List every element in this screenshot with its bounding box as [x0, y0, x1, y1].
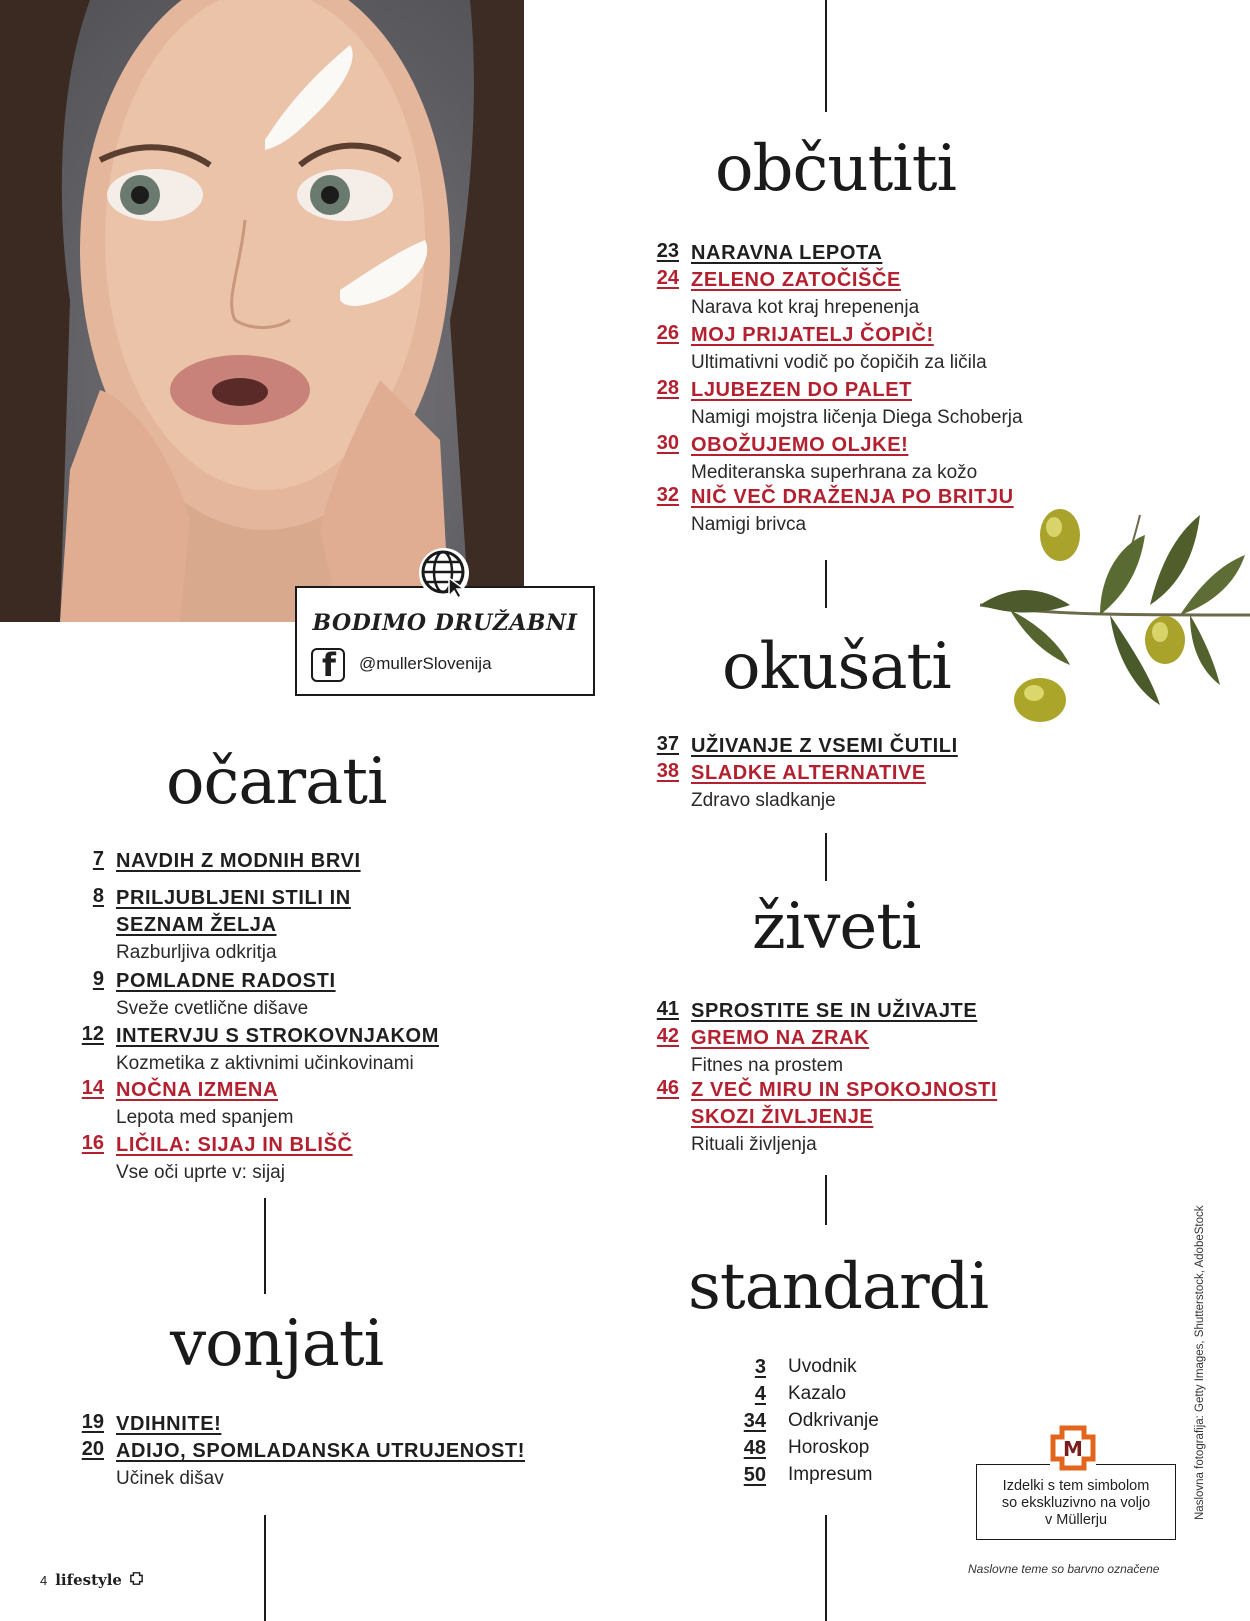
social-box	[295, 586, 595, 696]
toc-entry[interactable]	[639, 267, 919, 321]
standard-entry[interactable]	[722, 1356, 857, 1379]
muller-note-line3: v Müllerju	[1044, 1512, 1108, 1528]
standard-entry[interactable]	[722, 1410, 879, 1433]
section-heading-standardi: standardi	[688, 1250, 989, 1324]
standard-entry[interactable]	[722, 1383, 846, 1406]
toc-entry[interactable]	[64, 1023, 439, 1077]
toc-title[interactable]: POMLADNE RADOSTI	[116, 970, 336, 992]
section-heading-ziveti: živeti	[752, 890, 921, 964]
muller-logo-icon	[1050, 1425, 1096, 1471]
standard-page-number[interactable]: 4	[754, 1383, 766, 1405]
toc-entry[interactable]	[64, 1132, 353, 1186]
toc-subtitle: Kozmetika z aktivnimi učinkovinami	[116, 1053, 414, 1074]
toc-page-number[interactable]: 26	[656, 322, 679, 344]
section-heading-vonjati: vonjati	[170, 1307, 384, 1381]
toc-title[interactable]: ADIJO, SPOMLADANSKA UTRUJENOST!	[116, 1440, 525, 1462]
toc-title[interactable]: NAVDIH Z MODNIH BRVI	[116, 850, 361, 872]
toc-title[interactable]: VDIHNITE!	[116, 1413, 222, 1435]
toc-page-number[interactable]: 23	[656, 240, 679, 262]
social-title: BODIMO DRUŽABNI	[312, 610, 578, 636]
toc-subtitle: Ultimativni vodič po čopičih za ličila	[691, 352, 987, 373]
social-handle[interactable]: @mullerSlovenija	[359, 654, 492, 673]
toc-page-number[interactable]: 32	[656, 484, 679, 506]
toc-title[interactable]: ZELENO ZATOČIŠČE	[691, 269, 901, 291]
standard-entry[interactable]	[722, 1437, 869, 1460]
toc-page-number[interactable]: 24	[656, 267, 679, 289]
toc-title[interactable]: Z VEČ MIRU IN SPOKOJNOSTI	[691, 1079, 998, 1101]
cover-photo	[0, 0, 524, 622]
toc-title[interactable]: INTERVJU S STROKOVNJAKOM	[116, 1025, 439, 1047]
toc-page-number[interactable]: 41	[656, 998, 679, 1020]
toc-entry[interactable]	[64, 1411, 221, 1438]
toc-entry[interactable]	[639, 998, 977, 1025]
divider-line	[264, 1515, 266, 1621]
toc-title[interactable]: PRILJUBLJENI STILI IN	[116, 887, 351, 909]
toc-entry[interactable]	[64, 848, 361, 875]
toc-title[interactable]: LIČILA: SIJAJ IN BLIŠČ	[116, 1134, 353, 1156]
toc-subtitle: Razburljiva odkritja	[116, 942, 277, 963]
standard-title[interactable]: Horoskop	[788, 1437, 870, 1458]
standard-page-number[interactable]: 48	[743, 1437, 766, 1459]
muller-small-icon	[130, 1572, 143, 1588]
section-heading-obcutiti: občutiti	[715, 132, 956, 206]
globe-cursor-icon	[419, 548, 469, 598]
toc-title[interactable]: NIČ VEČ DRAŽENJA PO BRITJU	[691, 486, 1014, 508]
toc-subtitle: Sveže cvetlične dišave	[116, 998, 309, 1019]
toc-subtitle: Mediteranska superhrana za kožo	[691, 462, 978, 483]
standard-page-number[interactable]: 3	[754, 1356, 766, 1378]
toc-subtitle: Vse oči uprte v: sijaj	[116, 1162, 285, 1183]
section-heading-okusati: okušati	[722, 630, 951, 704]
standard-page-number[interactable]: 34	[743, 1410, 766, 1432]
toc-page-number[interactable]: 8	[92, 885, 104, 907]
toc-title-line2[interactable]: SEZNAM ŽELJA	[116, 914, 277, 936]
section-heading-ocarati: očarati	[166, 745, 387, 819]
toc-page-number[interactable]: 20	[81, 1438, 104, 1460]
toc-entry[interactable]	[64, 1077, 293, 1131]
toc-subtitle: Učinek dišav	[116, 1468, 224, 1489]
toc-page-number[interactable]: 12	[81, 1023, 104, 1045]
toc-entry[interactable]	[64, 968, 336, 1022]
standard-title[interactable]: Impresum	[788, 1464, 873, 1485]
toc-entry[interactable]	[639, 432, 977, 486]
toc-page-number[interactable]: 42	[656, 1025, 679, 1047]
toc-title-line2[interactable]: SKOZI ŽIVLJENJE	[691, 1106, 874, 1128]
toc-page-number[interactable]: 19	[81, 1411, 104, 1433]
page-footer	[40, 1571, 143, 1589]
standard-title[interactable]: Uvodnik	[788, 1356, 857, 1377]
toc-subtitle: Fitnes na prostem	[691, 1055, 844, 1076]
toc-entry[interactable]	[639, 484, 1014, 538]
toc-title[interactable]: LJUBEZEN DO PALET	[691, 379, 912, 401]
divider-line	[825, 833, 827, 881]
toc-entry[interactable]	[639, 377, 1023, 431]
standard-title[interactable]: Odkrivanje	[788, 1410, 879, 1431]
toc-entry[interactable]	[64, 885, 351, 966]
toc-title[interactable]: MOJ PRIJATELJ ČOPIČ!	[691, 324, 934, 346]
standard-entry[interactable]	[722, 1464, 872, 1487]
toc-title[interactable]: SPROSTITE SE IN UŽIVAJTE	[691, 1000, 978, 1022]
toc-entry[interactable]	[639, 1077, 997, 1158]
facebook-icon[interactable]: f	[311, 648, 345, 682]
toc-subtitle: Narava kot kraj hrepenenja	[691, 297, 920, 318]
toc-title[interactable]: SLADKE ALTERNATIVE	[691, 762, 926, 784]
toc-entry[interactable]	[639, 760, 926, 814]
muller-exclusive-note	[976, 1464, 1176, 1540]
cover-topics-note: Naslovne teme so barvno označene	[968, 1562, 1160, 1576]
toc-title[interactable]: OBOŽUJEMO OLJKE!	[691, 434, 909, 456]
brand-logo: lifestyle	[55, 1571, 122, 1589]
toc-title[interactable]: NARAVNA LEPOTA	[691, 242, 883, 264]
standard-title[interactable]: Kazalo	[788, 1383, 847, 1404]
muller-logo-letter: M	[1063, 1437, 1083, 1461]
toc-entry[interactable]	[64, 1438, 525, 1492]
toc-page-number[interactable]: 7	[92, 848, 104, 870]
toc-page-number[interactable]: 16	[81, 1132, 104, 1154]
toc-entry[interactable]	[639, 1025, 869, 1079]
divider-line	[264, 1198, 266, 1294]
toc-title[interactable]: NOČNA IZMENA	[116, 1079, 279, 1101]
toc-subtitle: Namigi mojstra ličenja Diega Schoberja	[691, 407, 1023, 428]
toc-entry[interactable]	[639, 733, 958, 760]
divider-line	[825, 1175, 827, 1225]
toc-title[interactable]: GREMO NA ZRAK	[691, 1027, 870, 1049]
toc-subtitle: Namigi brivca	[691, 514, 807, 535]
muller-note-line1: Izdelki s tem simbolom	[1002, 1478, 1150, 1494]
photo-credit: Naslovna fotografija: Getty Images, Shutterstock, AdobeStock	[1194, 1205, 1206, 1520]
toc-page-number[interactable]: 38	[656, 760, 679, 782]
divider-line	[825, 0, 827, 112]
toc-subtitle: Lepota med spanjem	[116, 1107, 294, 1128]
divider-line	[825, 560, 827, 608]
toc-page-number[interactable]: 46	[656, 1077, 679, 1099]
toc-page-number[interactable]: 14	[81, 1077, 104, 1099]
toc-page-number[interactable]: 9	[92, 968, 104, 990]
toc-subtitle: Rituali življenja	[691, 1134, 817, 1155]
toc-page-number[interactable]: 28	[656, 377, 679, 399]
toc-page-number[interactable]: 37	[656, 733, 679, 755]
toc-page-number[interactable]: 30	[656, 432, 679, 454]
divider-line	[825, 1515, 827, 1621]
toc-entry[interactable]	[639, 322, 987, 376]
toc-title[interactable]: UŽIVANJE Z VSEMI ČUTILI	[691, 735, 958, 757]
standard-page-number[interactable]: 50	[743, 1464, 766, 1486]
muller-note-line2: so ekskluzivno na voljo	[1001, 1495, 1151, 1511]
page-number: 4	[40, 1572, 48, 1588]
toc-subtitle: Zdravo sladkanje	[691, 790, 836, 811]
toc-entry[interactable]	[639, 240, 882, 267]
